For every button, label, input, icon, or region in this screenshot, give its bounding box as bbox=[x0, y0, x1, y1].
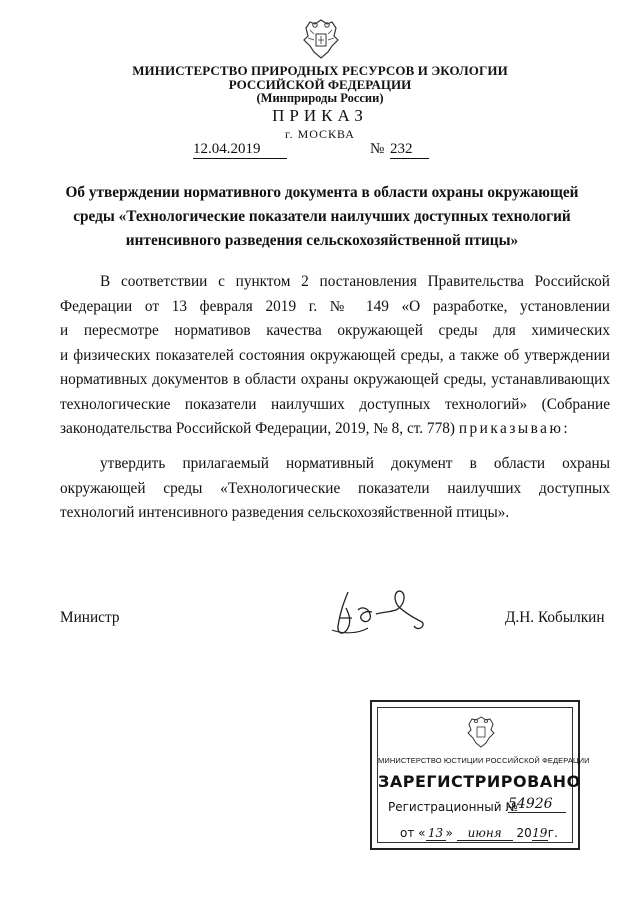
paragraph-line: и пересмотре нормативов качества окружающей среды для химических bbox=[60, 322, 610, 339]
number-sign: № bbox=[370, 141, 385, 157]
handwritten-signature bbox=[318, 582, 438, 644]
paragraph-line: В соответствии с пунктом 2 постановления Правительства Российской bbox=[100, 273, 610, 290]
paragraph-resolution bbox=[60, 452, 610, 526]
order-date: 12.04.2019 bbox=[193, 140, 287, 159]
ministry-country: РОССИЙСКОЙ ФЕДЕРАЦИИ bbox=[228, 77, 412, 92]
ministry-name: МИНИСТЕРСТВО ПРИРОДНЫХ РЕСУРСОВ И ЭКОЛОГИИ bbox=[132, 63, 508, 78]
title-line: среды «Технологические показатели наилучших доступных технологий bbox=[73, 208, 571, 225]
stamp-date-prefix: от bbox=[400, 826, 415, 840]
stamp-frame bbox=[377, 707, 590, 843]
paragraph-line: нормативных документов в области охраны окружающей среды, устанавливающих bbox=[60, 371, 610, 388]
stamp-date-month: июня bbox=[457, 826, 513, 841]
stamp-date-year-prefix: 20 bbox=[516, 826, 532, 840]
signatory-role: Министр bbox=[60, 609, 120, 626]
stamp-emblem-icon bbox=[464, 714, 498, 750]
registration-stamp bbox=[370, 700, 590, 850]
stamp-registered-label: ЗАРЕГИСТРИРОВАНО bbox=[378, 772, 581, 791]
signatory-name: Д.Н. Кобылкин bbox=[505, 609, 605, 626]
title-line: Об утверждении нормативного документа в области охраны окружающей bbox=[65, 184, 579, 201]
paragraph-preamble bbox=[60, 270, 610, 442]
paragraph-line: утвердить прилагаемый нормативный документ в области охраны bbox=[100, 455, 610, 472]
paragraph-line: окружающей среды «Технологические показатели наилучших доступных bbox=[60, 479, 610, 497]
title-line: интенсивного разведения сельскохозяйственной птицы» bbox=[125, 232, 519, 249]
stamp-date-day: 13 bbox=[426, 826, 446, 841]
document-title bbox=[60, 181, 584, 253]
order-verb: приказываю: bbox=[458, 420, 571, 437]
document-type: ПРИКАЗ bbox=[272, 106, 368, 125]
stamp-registration-number: 54926 bbox=[508, 796, 566, 813]
city: г. МОСКВА bbox=[285, 127, 355, 141]
order-number: 232 bbox=[390, 140, 429, 159]
ministry-short-name: (Минприроды России) bbox=[256, 91, 384, 105]
paragraph-line: Федерации от 13 февраля 2019 г. № 149 «О разработке, установлении bbox=[60, 297, 610, 315]
paragraph-line: технологий интенсивного разведения сельскохозяйственной птицы». bbox=[60, 504, 510, 521]
paragraph-line-text: законодательства Российской Федерации, 2019, № 8, ст. 778) bbox=[60, 420, 455, 437]
stamp-ministry-name: МИНИСТЕРСТВО ЮСТИЦИИ РОССИЙСКОЙ ФЕДЕРАЦИИ bbox=[378, 756, 590, 765]
coat-of-arms-emblem bbox=[298, 16, 344, 62]
paragraph-line bbox=[60, 417, 610, 442]
stamp-date: от « 13 » июня 2019г. bbox=[400, 826, 558, 840]
stamp-registration-label: Регистрационный № bbox=[388, 800, 518, 814]
paragraph-line: технологические показатели наилучших доступных технологий» (Собрание bbox=[60, 395, 610, 413]
paragraph-line: и физических показателей состояния окружающей среды, а также об утверждении bbox=[60, 346, 610, 364]
stamp-date-year: 19 bbox=[532, 826, 548, 840]
